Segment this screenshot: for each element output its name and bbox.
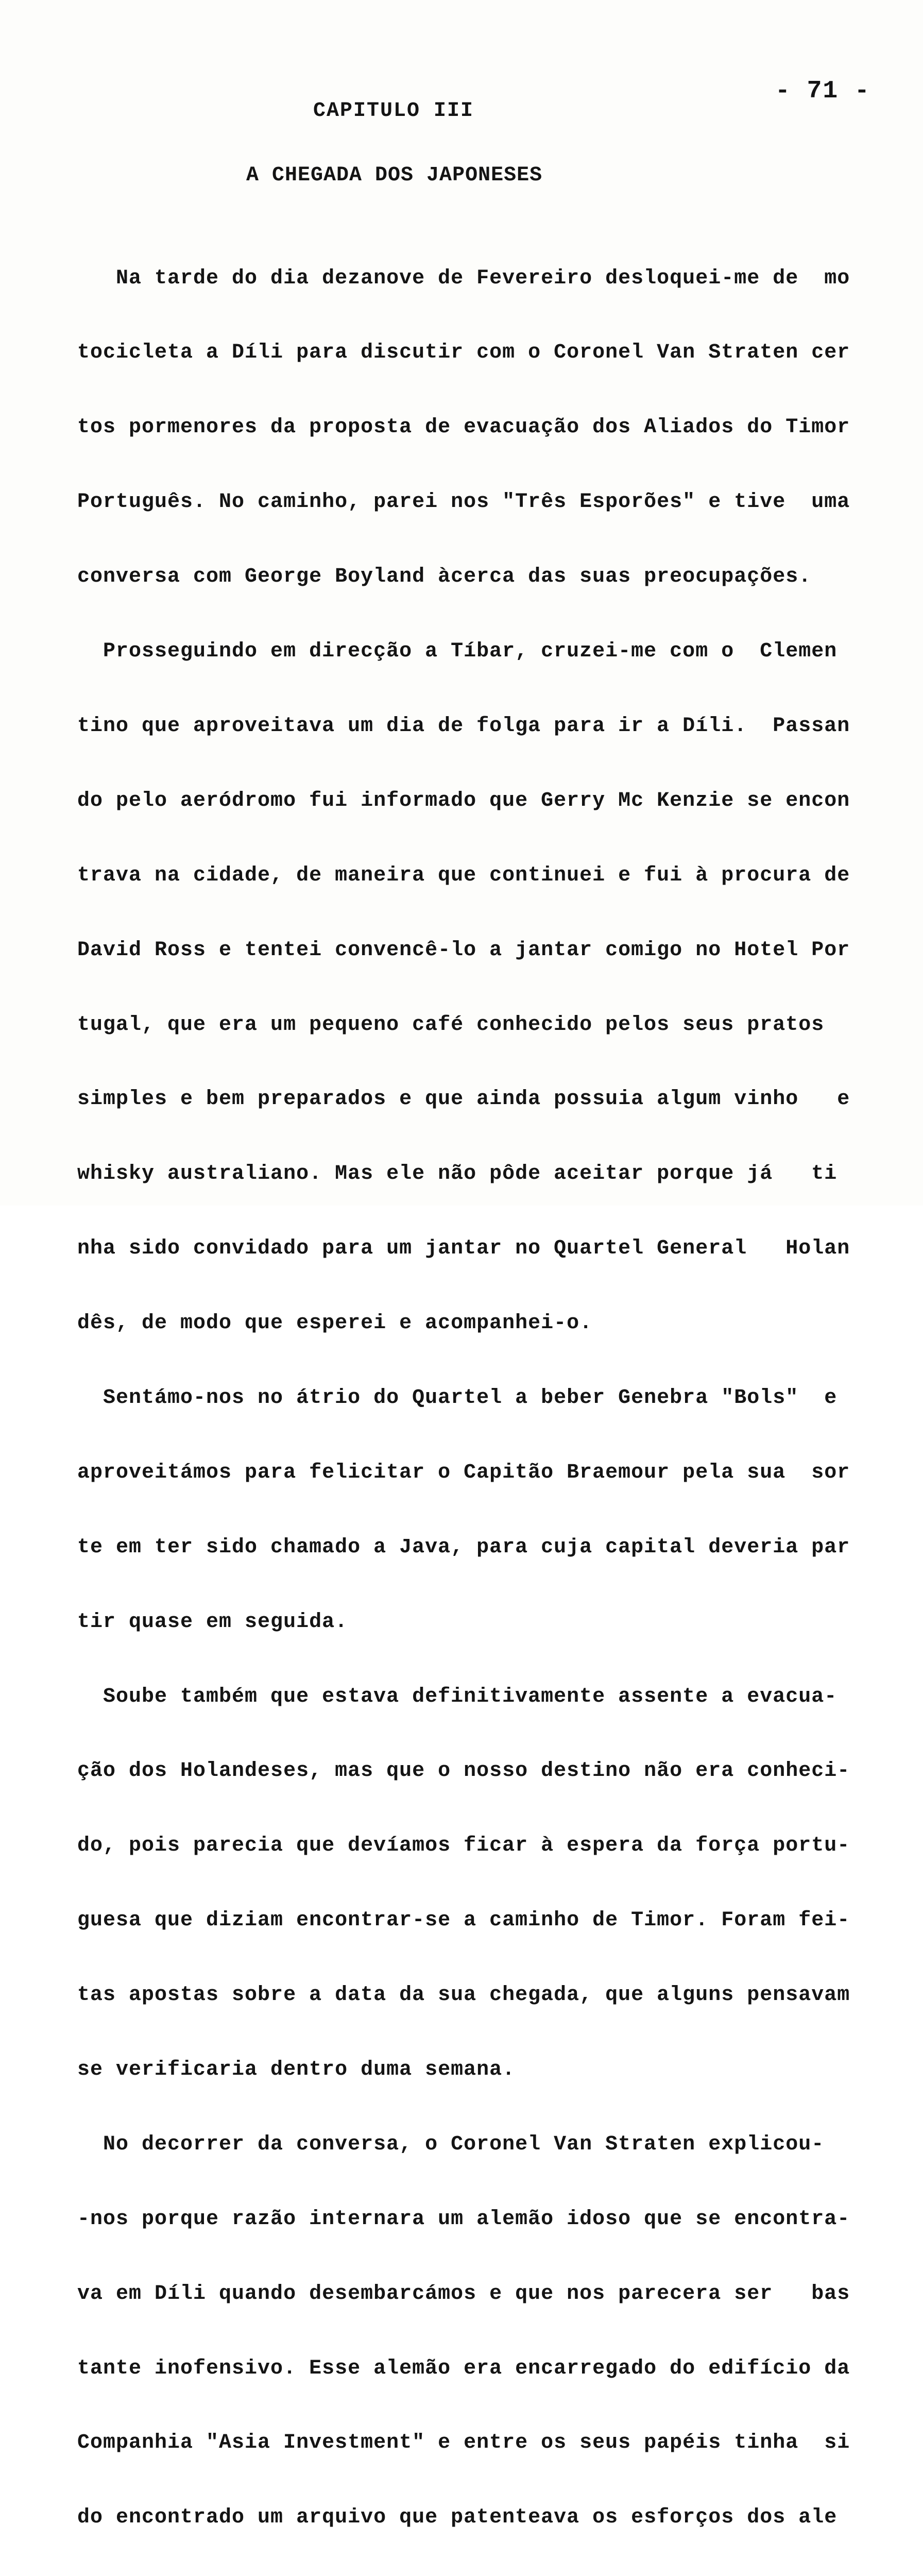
text-line: tas apostas sobre a data da sua chegada, que alguns pensavam: [77, 1984, 850, 2007]
text-line: va em Díli quando desembarcámos e que nos parecera ser bas: [77, 2282, 850, 2306]
page-number: - 71 -: [775, 77, 870, 105]
text-line: do encontrado um arquivo que patenteava os esforços dos ale: [77, 2506, 837, 2530]
text-line: trava na cidade, de maneira que continuei e fui à procura de: [77, 863, 850, 887]
text-line: tugal, que era um pequeno café conhecido pelos seus pratos: [77, 1013, 825, 1037]
section-title: A CHEGADA DOS JAPONESES: [246, 164, 543, 187]
chapter-title: CAPITULO III: [313, 99, 474, 123]
text-line: nha sido convidado para um jantar no Quartel General Holan: [77, 1237, 850, 1261]
text-line: simples e bem preparados e que ainda possuia algum vinho e: [77, 1088, 850, 1111]
text-line: David Ross e tentei convencê-lo a jantar comigo no Hotel Por: [77, 938, 850, 962]
text-line: Português. No caminho, parei nos "Três Esporões" e tive uma: [77, 490, 850, 514]
text-line: conversa com George Boyland àcerca das suas preocupações.: [77, 565, 812, 589]
text-line: se verificaria dentro duma semana.: [77, 2058, 516, 2081]
body-text: [77, 216, 850, 2576]
text-line: Companhia "Asia Investment" e entre os seus papéis tinha si: [77, 2431, 850, 2455]
text-line: tocicleta a Díli para discutir com o Coronel Van Straten cer: [77, 341, 850, 365]
text-line: -nos porque razão internara um alemão idoso que se encontra-: [77, 2207, 850, 2231]
text-line: aproveitámos para felicitar o Capitão Braemour pela sua sor: [77, 1461, 850, 1484]
text-line: do pelo aeródromo fui informado que Gerry Mc Kenzie se encon: [77, 789, 850, 812]
text-line: Prosseguindo em direcção a Tíbar, cruzei-me com o Clemen: [77, 640, 837, 664]
text-line: No decorrer da conversa, o Coronel Van Straten explicou-: [77, 2132, 825, 2156]
text-line: Na tarde do dia dezanove de Fevereiro desloquei-me de mo: [77, 266, 850, 290]
text-line: dês, de modo que esperei e acompanhei-o.: [77, 1312, 593, 1335]
text-line: ção dos Holandeses, mas que o nosso destino não era conheci-: [77, 1759, 850, 1783]
text-line: do, pois parecia que devíamos ficar à espera da força portu-: [77, 1834, 850, 1858]
text-line: tir quase em seguida.: [77, 1610, 348, 1634]
text-line: Soube também que estava definitivamente assente a evacua-: [77, 1685, 837, 1708]
text-line: Sentámo-nos no átrio do Quartel a beber Genebra "Bols" e: [77, 1386, 837, 1410]
text-line: tino que aproveitava um dia de folga para ir a Díli. Passan: [77, 714, 850, 738]
text-line: whisky australiano. Mas ele não pôde aceitar porque já ti: [77, 1162, 837, 1186]
text-line: guesa que diziam encontrar-se a caminho de Timor. Foram fei-: [77, 1909, 850, 1933]
text-line: tos pormenores da proposta de evacuação dos Aliados do Timor: [77, 416, 850, 439]
text-line: tante inofensivo. Esse alemão era encarregado do edifício da: [77, 2357, 850, 2380]
text-line: te em ter sido chamado a Java, para cuja capital deveria par: [77, 1535, 850, 1559]
